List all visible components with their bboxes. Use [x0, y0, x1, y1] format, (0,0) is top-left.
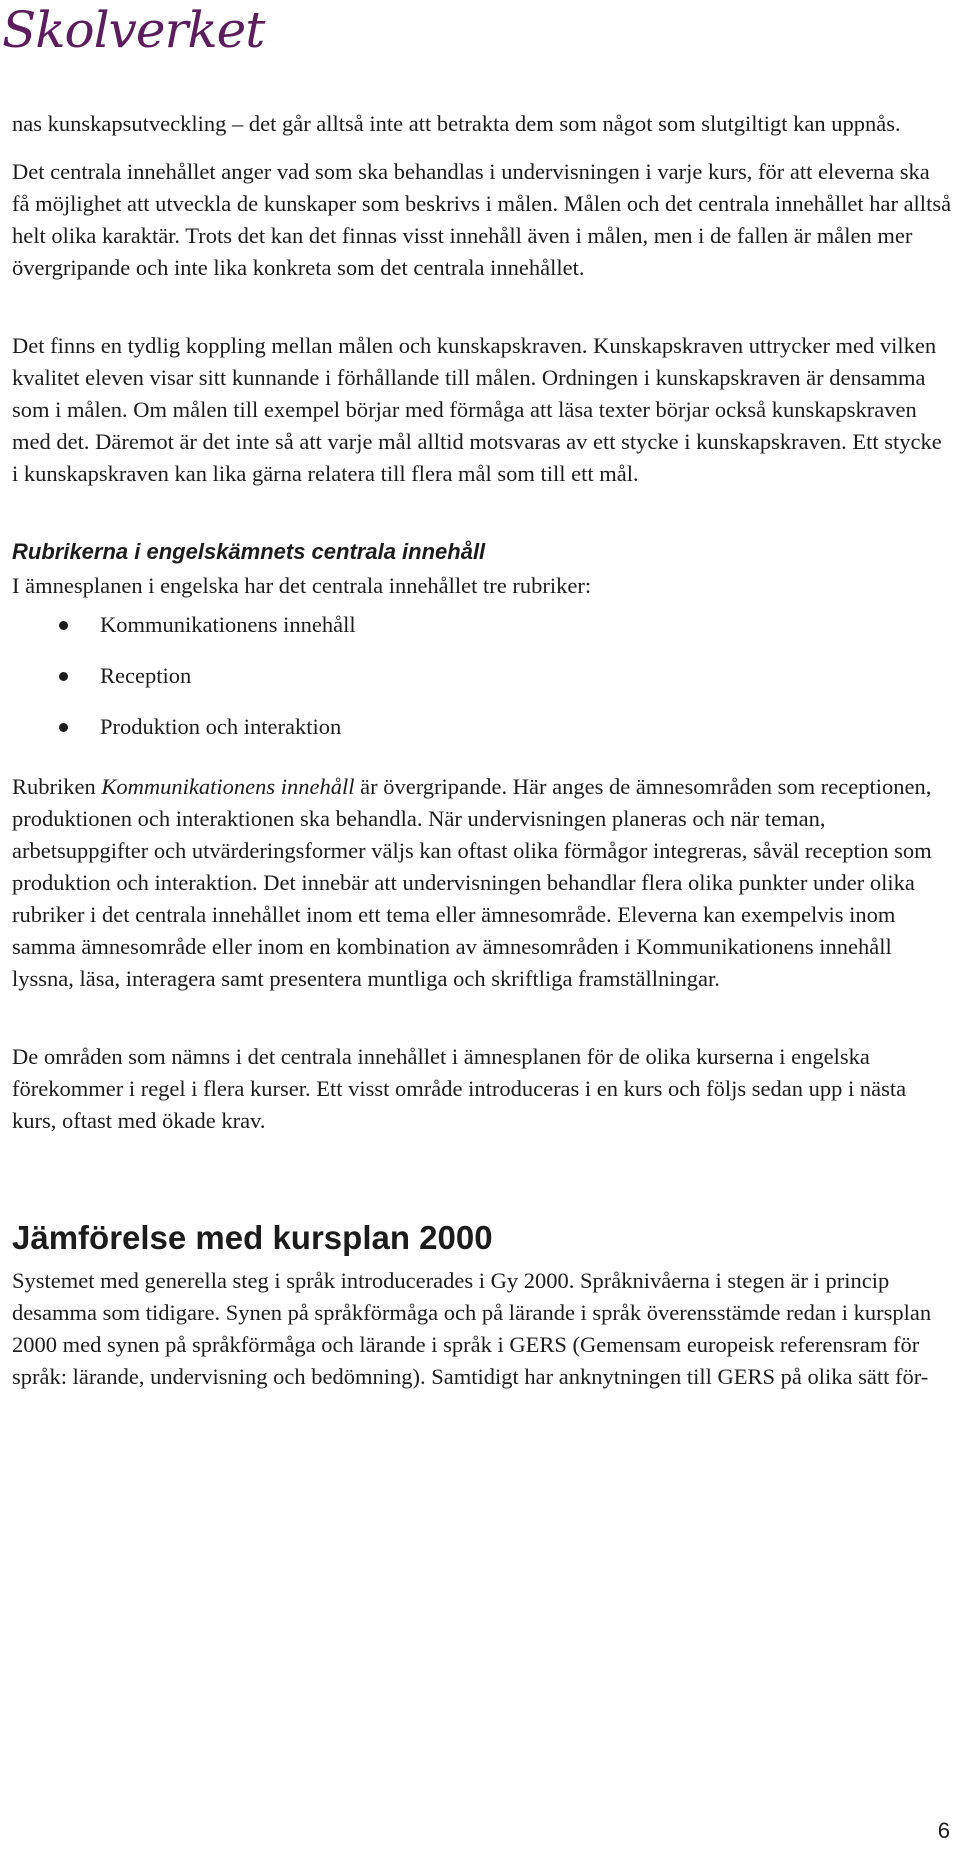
- list-item-label: Reception: [100, 663, 192, 688]
- bullet-icon: [59, 672, 68, 681]
- list-item-label: Produktion och interaktion: [100, 714, 342, 739]
- section-subheading: Rubrikerna i engelskämnets centrala innehåll: [12, 539, 486, 564]
- paragraph-centralt-innehall: Det centrala innehållet anger vad som ska behandlas i undervisningen i varje kurs, för att eleverna ska få möjlighet att utveckla de kunskaper som beskrivs i målen. Målen och det centrala innehållet har alltså helt olika karaktär. Trots det kan det finnas visst innehåll även i målen, men i de fallen är målen mer övergripande och inte lika konkreta som det centrala innehållet.: [12, 159, 952, 280]
- bullet-icon: [59, 723, 68, 732]
- document-body: [12, 108, 952, 1393]
- paragraph-rubriken: [12, 771, 952, 995]
- paragraph-omraden: De områden som nämns i det centrala innehållet i ämnesplanen för de olika kurserna i engelska förekommer i regel i flera kurser. Ett visst område introduceras i en kurs och följs sedan upp i nästa kurs, oftast med ökade krav.: [12, 1044, 907, 1133]
- bullet-icon: [59, 621, 68, 630]
- paragraph-jamforelse: Systemet med generella steg i språk introducerades i Gy 2000. Språknivåerna i stegen är i princip desamma som tidigare. Synen på språkförmåga och på lärande i språk överensstämde redan i kursplan 2000 med synen på språkförmåga och lärande i språk i GERS (Gemensam europeisk referensram för språk: lärande, undervisning och bedömning). Samtidigt har anknytningen till GERS på olika sätt för-: [12, 1268, 932, 1389]
- paragraph-intro-rubriker: I ämnesplanen i engelska har det centrala innehållet tre rubriker:: [12, 573, 592, 598]
- list-item: [12, 661, 952, 712]
- rubriken-rest: är övergripande. Här anges de ämnesområden som receptionen, produktionen och interaktionen ska behandla. När undervisningen planeras och när teman, arbetsuppgifter och utvärderingsformer väljs kan oftast olika förmågor integreras, såväl reception som produktion och interaktion. Det innebär att undervisningen behandlar flera olika punkter under olika rubriker i det centrala innehållet inom ett tema eller ämnesområde. Eleverna kan exempelvis inom samma ämnesområde eller inom en kombination av ämnesområden i Kommunikationens innehåll lyssna, läsa, interagera samt presentera muntliga och skriftliga framställningar.: [12, 774, 932, 991]
- list-item: [12, 712, 952, 763]
- rubriken-italic-term: Kommunikationens innehåll: [101, 774, 355, 799]
- list-item-label: Kommunikationens innehåll: [100, 612, 356, 637]
- section-heading: Jämförelse med kursplan 2000: [12, 1219, 493, 1256]
- page-number: 6: [937, 1818, 950, 1843]
- rubriker-list: [12, 610, 952, 763]
- list-item: [12, 610, 952, 661]
- paragraph-kunskapskrav: Det finns en tydlig koppling mellan målen och kunskapskraven. Kunskapskraven uttrycker med vilken kvalitet eleven visar sitt kunnande i förhållande till målen. Ordningen i kunskapskraven är densamma som i målen. Om målen till exempel börjar med förmåga att läsa texter börjar också kunskapskraven med det. Däremot är det inte så att varje mål alltid motsvaras av ett stycke i kunskapskraven. Ett stycke i kunskapskraven kan lika gärna relatera till flera mål som till ett mål.: [12, 333, 942, 486]
- rubriken-lead: Rubriken: [12, 774, 102, 799]
- paragraph-continuation: nas kunskapsutveckling – det går alltså inte att betrakta dem som något som slutgiltigt kan uppnås.: [12, 111, 901, 136]
- skolverket-logo: Skolverket: [2, 1, 265, 59]
